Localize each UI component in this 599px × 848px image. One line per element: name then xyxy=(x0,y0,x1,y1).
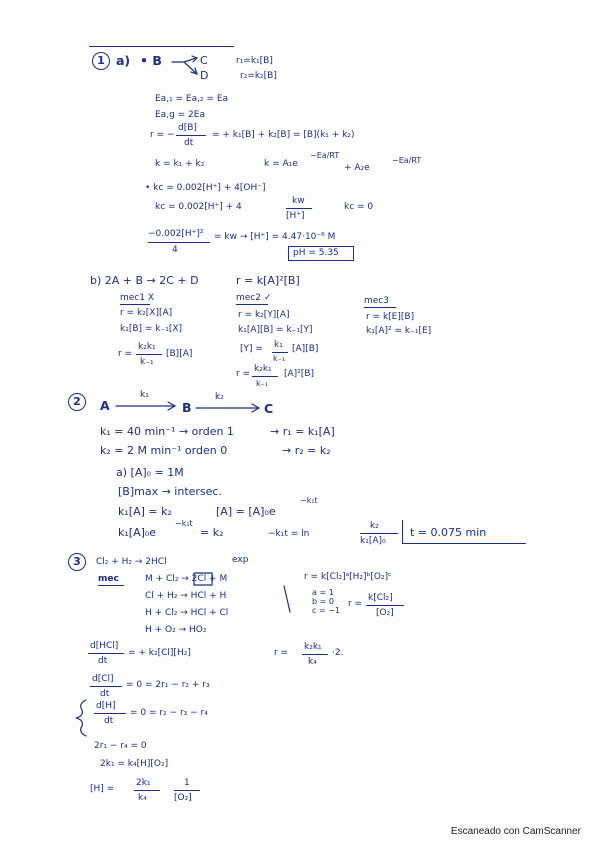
scheme-a: A xyxy=(100,398,110,413)
k-arrhenius-exp1: −Ea/RT xyxy=(310,151,340,160)
mec2-line3-rhs: [A][B] xyxy=(292,344,319,354)
mec1-line3-lhs: r = xyxy=(118,349,133,359)
h-den2: [O₂] xyxy=(174,793,192,803)
exp-rate-den: [O₂] xyxy=(376,608,394,618)
h-final-rhs: = kw → [H⁺] = 4.47·10⁻⁶ M xyxy=(214,232,336,242)
order-a: a = 1 xyxy=(312,588,334,597)
exercise-number-2: 2 xyxy=(68,393,86,411)
mec2-line4-rhs: [A]²[B] xyxy=(284,369,314,379)
mec2-line4-lhs: r = xyxy=(236,369,251,379)
k1-value: k₁ = 40 min⁻¹ → orden 1 xyxy=(100,425,234,438)
dh-den: dt xyxy=(104,716,114,726)
mec2-line1: r = k₂[Y][A] xyxy=(238,310,290,320)
mec2-line3-num: k₁ xyxy=(274,340,283,350)
mec1-line3-num: k₂k₁ xyxy=(138,342,156,352)
exp-rate-num: k[Cl₂] xyxy=(368,593,393,603)
k-sum: k = k₁ + k₂ xyxy=(155,159,205,169)
eq-concentration: [A] = [A]₀e xyxy=(216,505,276,518)
dhcl-den: dt xyxy=(98,656,108,666)
kc-frac-num: kw xyxy=(292,196,305,206)
scheme-c: C xyxy=(264,401,274,416)
mec1-line3-den: k₋₁ xyxy=(140,357,154,367)
time-answer: t = 0.075 min xyxy=(410,526,487,539)
rate-r2: r₂=k₂[B] xyxy=(240,71,277,81)
k2-value: k₂ = 2 M min⁻¹ orden 0 xyxy=(100,444,228,457)
rate-equation-rhs: = + k₁[B] + k₂[B] = [B](k₁ + k₂) xyxy=(212,130,355,140)
exercise-number-1: 1 xyxy=(92,52,110,70)
h-num1: 2k₁ xyxy=(136,778,151,788)
k-arrhenius-term2: + A₂e xyxy=(344,163,370,173)
bmax-note: [B]max → intersec. xyxy=(118,485,222,498)
scheme-b: B xyxy=(182,400,192,415)
eq-substituted: k₁[A]₀e xyxy=(118,526,157,539)
part-b-reaction: b) 2A + B → 2C + D xyxy=(90,274,199,287)
final-rate-num: k₂k₁ xyxy=(304,642,322,652)
scheme-k2: k₂ xyxy=(215,392,224,402)
part-a-label: a) xyxy=(116,53,131,68)
dcl-num: d[Cl] xyxy=(92,674,114,684)
scanner-watermark: Escaneado con CamScanner xyxy=(450,826,581,837)
circled-2cl xyxy=(194,573,212,585)
dcl-rhs: = 0 = 2r₁ − r₂ + r₃ xyxy=(126,680,210,690)
rate-equation-num: d[B] xyxy=(178,123,197,133)
mec3-line2: k₁[A]² = k₋₁[E] xyxy=(366,326,432,336)
mechanism-label: mec xyxy=(98,574,119,584)
dhcl-rhs: = + k₂[Cl][H₂] xyxy=(128,648,191,658)
mech-step-4: H + O₂ → HO₂ xyxy=(145,625,207,635)
mec1-title: mec1 X xyxy=(120,293,155,303)
mec2-line3-lhs: [Y] = xyxy=(240,344,263,354)
rate-r1: r₁=k₁[B] xyxy=(236,56,273,66)
dcl-den: dt xyxy=(100,689,110,699)
mec2-line3-den: k₋₁ xyxy=(273,354,286,363)
h-den1: k₄ xyxy=(138,793,147,803)
sum-equation-2: 2k₁ = k₄[H][O₂] xyxy=(100,759,169,769)
mec1-line1: r = k₂[X][A] xyxy=(120,308,173,318)
mec2-line2: k₁[A][B] = k₋₁[Y] xyxy=(238,325,313,335)
order-b: b = 0 xyxy=(312,597,334,606)
k-arrhenius-exp2: −Ea/RT xyxy=(392,156,422,165)
sum-equation: 2r₁ − r₄ = 0 xyxy=(94,741,147,751)
tick-mark xyxy=(284,586,290,612)
rate-equation-den: dt xyxy=(184,138,194,148)
exp-note: exp xyxy=(232,555,249,565)
kc-substitution: kc = 0.002[H⁺] + 4 xyxy=(155,202,242,212)
h-final-den: 4 xyxy=(172,245,178,255)
exp-rate-lhs: r = xyxy=(348,599,363,609)
eq-substituted-rhs: = k₂ xyxy=(200,526,224,539)
mech-step-1: M + Cl₂ → 2Cl + M xyxy=(145,574,228,584)
k1-rate: → r₁ = k₁[A] xyxy=(270,425,335,438)
final-rate-lhs: r = xyxy=(274,648,289,658)
curly-brace xyxy=(76,700,86,736)
mec1-line2: k₁[B] = k₋₁[X] xyxy=(120,324,183,334)
mec1-line3-rhs: [B][A] xyxy=(166,349,193,359)
overall-reaction: Cl₂ + H₂ → 2HCl xyxy=(96,557,167,567)
kc-expression: • kc = 0.002[H⁺] + 4[OH⁻] xyxy=(145,183,266,193)
k-arrhenius: k = A₁e xyxy=(264,159,298,169)
scheme-k1: k₁ xyxy=(140,390,149,400)
kc-zero: kc = 0 xyxy=(344,202,374,212)
mec2-title: mec2 ✓ xyxy=(236,293,272,303)
final-rate-rhs: ·2. xyxy=(332,648,344,658)
eq-log-den: k₁[A]₀ xyxy=(360,536,386,546)
activation-energy-1: Ea,₁ = Ea,₂ = Ea xyxy=(155,94,229,104)
mec3-title: mec3 xyxy=(364,296,389,306)
dh-num: d[H] xyxy=(96,701,116,711)
final-rate-den: k₄ xyxy=(308,657,317,667)
dh-rhs: = 0 = r₂ − r₃ − r₄ xyxy=(130,708,208,718)
mech-step-3: H + Cl₂ → HCl + Cl xyxy=(145,608,229,618)
mec2-line4-num: k₂k₁ xyxy=(254,364,272,374)
mech-step-2: Cl + H₂ → HCl + H xyxy=(145,591,227,601)
eq-substituted-exp: −k₁t xyxy=(175,519,193,528)
activation-energy-2: Ea,g = 2Ea xyxy=(155,110,205,120)
scheme-reactant: • B xyxy=(140,53,162,68)
h-final-num: −0.002[H⁺]² xyxy=(148,229,204,239)
scheme-product-c: C xyxy=(200,54,208,67)
initial-a: a) [A]₀ = 1M xyxy=(116,466,184,479)
general-rate-law: r = k[Cl₂]ᵃ[H₂]ᵇ[O₂]ᶜ xyxy=(304,572,392,582)
mec2-line4-den: k₋₁ xyxy=(256,379,269,388)
order-c: c = −1 xyxy=(312,606,340,615)
ph-answer: pH = 5.35 xyxy=(293,248,339,258)
eq-log-num: k₂ xyxy=(370,521,379,531)
exercise-number-3: 3 xyxy=(68,553,86,571)
kc-frac-den: [H⁺] xyxy=(286,211,305,221)
eq-concentration-exp: −k₁t xyxy=(300,496,318,505)
part-b-rate-law: r = k[A]²[B] xyxy=(236,274,300,287)
branch-arrow-down xyxy=(184,62,196,73)
rate-equation-lhs: r = − xyxy=(150,130,175,140)
dhcl-num: d[HCl] xyxy=(90,641,119,651)
mec3-line1: r = k[E][B] xyxy=(366,312,415,322)
k2-rate: → r₂ = k₂ xyxy=(282,444,331,457)
h-lhs: [H] = xyxy=(90,784,115,794)
eq-intersect: k₁[A] = k₂ xyxy=(118,505,172,518)
eq-log-lhs: −k₁t = ln xyxy=(268,529,310,539)
branch-arrow-up xyxy=(172,58,196,62)
h-num2: 1 xyxy=(184,778,190,788)
scheme-product-d: D xyxy=(200,69,209,82)
